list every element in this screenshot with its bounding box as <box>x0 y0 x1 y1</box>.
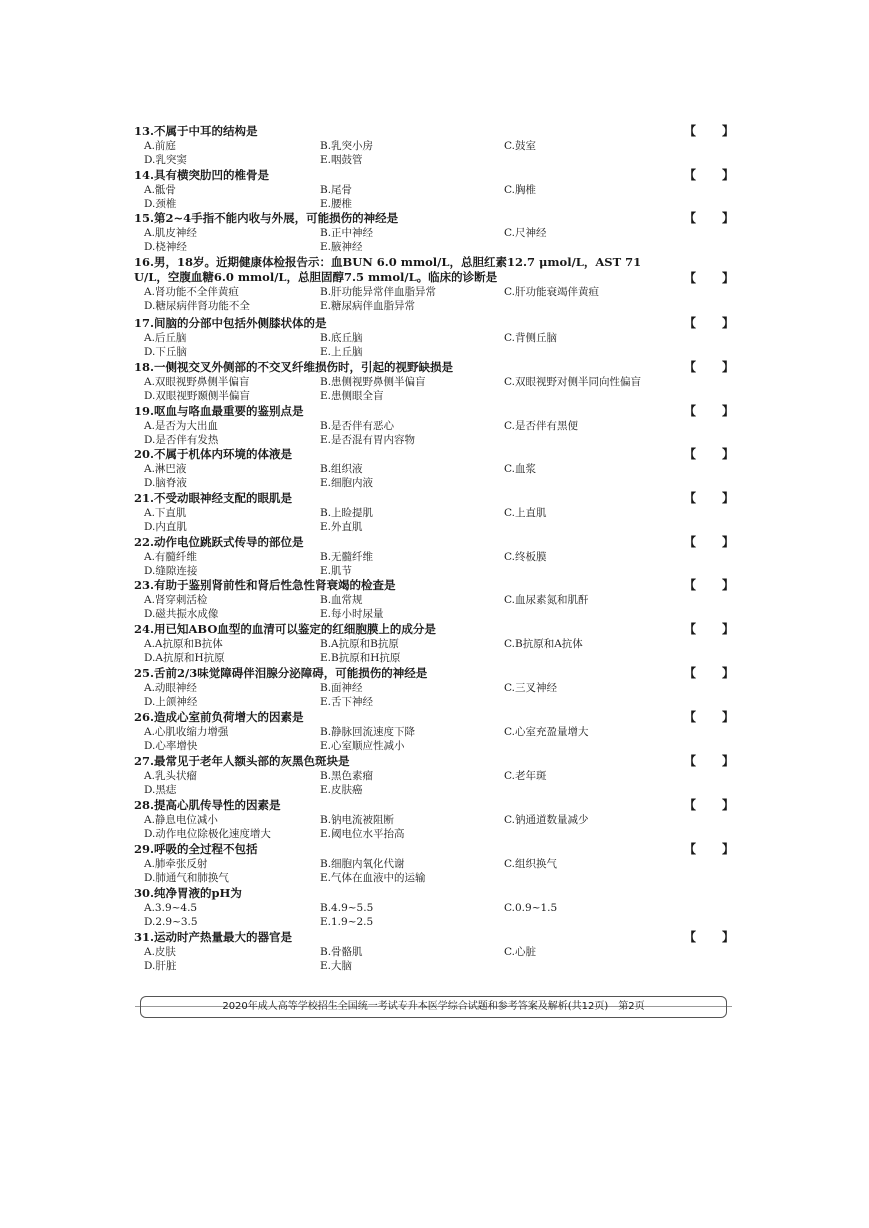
bracket-close: 】 <box>721 666 734 680</box>
option-E: E.大脑 <box>320 960 353 972</box>
question-22 <box>134 535 734 578</box>
option-E: E.患侧眼全盲 <box>320 390 384 402</box>
option-row <box>134 433 734 447</box>
question-stem: 15.第2~4手指不能内收与外展，可能损伤的神经是 <box>134 211 399 225</box>
option-E: E.心室顺应性减小 <box>320 740 405 752</box>
question-stem: 21.不受动眼神经支配的眼肌是 <box>134 491 293 505</box>
bracket-close: 】 <box>721 798 734 812</box>
answer-bracket <box>684 316 734 331</box>
option-D: D.上颌神经 <box>144 696 198 708</box>
bracket-open: 【 <box>684 535 697 549</box>
question-stem-row <box>134 535 734 550</box>
option-C: C.终板膜 <box>504 551 547 563</box>
option-B: B.是否伴有恶心 <box>320 420 395 432</box>
answer-bracket <box>684 491 734 506</box>
question-29 <box>134 842 734 885</box>
option-C: C.血浆 <box>504 463 536 475</box>
option-row <box>134 299 734 313</box>
option-row <box>134 769 734 783</box>
bracket-open: 【 <box>684 124 697 138</box>
option-D: D.磁共振水成像 <box>144 608 219 620</box>
option-row <box>134 197 734 211</box>
question-stem: 13.不属于中耳的结构是 <box>134 124 258 138</box>
bracket-close: 】 <box>721 168 734 182</box>
option-C: C.心室充盈量增大 <box>504 726 589 738</box>
answer-bracket <box>684 168 734 183</box>
answer-bracket <box>684 124 734 139</box>
option-row <box>134 345 734 359</box>
question-23 <box>134 578 734 621</box>
option-D: D.内直肌 <box>144 521 187 533</box>
option-D: D.动作电位除极化速度增大 <box>144 828 271 840</box>
option-row <box>134 564 734 578</box>
option-E: E.腰椎 <box>320 198 353 210</box>
option-D: D.乳突窦 <box>144 154 187 166</box>
option-B: B.骨骼肌 <box>320 946 363 958</box>
question-stem: 22.动作电位跳跃式传导的部位是 <box>134 535 304 549</box>
option-B: B.细胞内氧化代谢 <box>320 858 405 870</box>
bracket-close: 】 <box>721 710 734 724</box>
bracket-open: 【 <box>684 211 697 225</box>
option-B: B.钠电流被阻断 <box>320 814 395 826</box>
option-A: A.乳头状瘤 <box>144 770 197 782</box>
option-row <box>134 695 734 709</box>
option-D: D.黑痣 <box>144 784 177 796</box>
question-stem: 19.呕血与咯血最重要的鉴别点是 <box>134 404 304 418</box>
answer-bracket <box>684 842 734 857</box>
bracket-open: 【 <box>684 491 697 505</box>
option-A: A.肌皮神经 <box>144 227 197 239</box>
option-B: B.血常规 <box>320 594 363 606</box>
answer-bracket <box>684 404 734 419</box>
option-row <box>134 476 734 490</box>
option-row <box>134 226 734 240</box>
option-B: B.尾骨 <box>320 184 353 196</box>
question-18 <box>134 360 734 403</box>
option-row <box>134 375 734 389</box>
option-B: B.底丘脑 <box>320 332 363 344</box>
option-row <box>134 419 734 433</box>
option-D: D.缝隙连接 <box>144 565 198 577</box>
option-row <box>134 183 734 197</box>
question-stem: 17.间脑的分部中包括外侧膝状体的是 <box>134 316 327 330</box>
question-stem-row <box>134 798 734 813</box>
option-A: A.下直肌 <box>144 507 187 519</box>
question-stem-row <box>134 211 734 226</box>
question-stem: 31.运动时产热量最大的器官是 <box>134 930 293 944</box>
option-row <box>134 607 734 621</box>
option-E: E.B抗原和H抗原 <box>320 652 401 664</box>
option-C: C.0.9~1.5 <box>504 902 558 914</box>
answer-bracket <box>684 211 734 226</box>
bracket-close: 】 <box>721 578 734 592</box>
option-C: C.钠通道数量减少 <box>504 814 589 826</box>
option-row <box>134 593 734 607</box>
question-25 <box>134 666 734 709</box>
option-A: A.A抗原和B抗体 <box>144 638 223 650</box>
question-stem-row <box>134 316 734 331</box>
option-row <box>134 520 734 534</box>
option-A: A.心肌收缩力增强 <box>144 726 229 738</box>
question-stem-row <box>134 578 734 593</box>
option-row <box>134 285 734 299</box>
option-D: D.颈椎 <box>144 198 177 210</box>
question-stem-row <box>134 666 734 681</box>
question-19 <box>134 404 734 447</box>
bracket-open: 【 <box>684 754 697 768</box>
option-row <box>134 506 734 520</box>
answer-bracket <box>684 578 734 593</box>
bracket-close: 】 <box>721 842 734 856</box>
option-E: E.外直肌 <box>320 521 363 533</box>
option-row <box>134 827 734 841</box>
option-E: E.1.9~2.5 <box>320 916 374 928</box>
bracket-open: 【 <box>684 842 697 856</box>
option-row <box>134 153 734 167</box>
option-row <box>134 813 734 827</box>
question-17 <box>134 316 734 359</box>
option-B: B.静脉回流速度下降 <box>320 726 416 738</box>
question-stem-row <box>134 622 734 637</box>
bracket-open: 【 <box>684 798 697 812</box>
question-stem-row <box>134 842 734 857</box>
option-E: E.肌节 <box>320 565 353 577</box>
bracket-close: 】 <box>721 930 734 944</box>
question-stem: 30.纯净胃液的pH为 <box>134 886 242 900</box>
option-A: A.肺牵张反射 <box>144 858 208 870</box>
option-A: A.淋巴液 <box>144 463 187 475</box>
option-B: B.A抗原和B抗原 <box>320 638 399 650</box>
page-footer: 2020年成人高等学校招生全国统一考试专升本医学综合试题和参考答案及解析(共12页) 第2页 <box>140 996 727 1018</box>
option-C: C.胸椎 <box>504 184 536 196</box>
question-stem: 20.不属于机体内环境的体液是 <box>134 447 293 461</box>
option-E: E.细胞内液 <box>320 477 374 489</box>
option-row <box>134 651 734 665</box>
bracket-open: 【 <box>684 578 697 592</box>
answer-bracket <box>684 622 734 637</box>
option-A: A.双眼视野鼻侧半偏盲 <box>144 376 250 388</box>
question-27 <box>134 754 734 797</box>
bracket-open: 【 <box>684 666 697 680</box>
question-stem: 26.造成心室前负荷增大的因素是 <box>134 710 304 724</box>
bracket-open: 【 <box>684 168 697 182</box>
option-row <box>134 550 734 564</box>
question-stem-row <box>134 754 734 769</box>
question-stem-row <box>134 124 734 139</box>
answer-bracket <box>684 360 734 375</box>
option-B: B.正中神经 <box>320 227 374 239</box>
option-row <box>134 389 734 403</box>
question-15 <box>134 211 734 254</box>
option-C: C.B抗原和A抗体 <box>504 638 583 650</box>
option-row <box>134 725 734 739</box>
answer-bracket <box>684 271 734 286</box>
option-E: E.气体在血液中的运输 <box>320 872 426 884</box>
option-B: B.肝功能异常伴血脂异常 <box>320 286 437 298</box>
option-row <box>134 871 734 885</box>
option-D: D.肺通气和肺换气 <box>144 872 229 884</box>
question-13 <box>134 124 734 167</box>
option-C: C.肝功能衰竭伴黄疸 <box>504 286 599 298</box>
question-stem-row <box>134 710 734 725</box>
option-A: A.骶骨 <box>144 184 176 196</box>
bracket-open: 【 <box>684 360 697 374</box>
bracket-open: 【 <box>684 930 697 944</box>
option-B: B.4.9~5.5 <box>320 902 374 914</box>
option-A: A.3.9~4.5 <box>144 902 198 914</box>
option-D: D.肝脏 <box>144 960 177 972</box>
question-stem: 23.有助于鉴别肾前性和肾后性急性肾衰竭的检查是 <box>134 578 396 592</box>
question-stem-row <box>134 930 734 945</box>
option-row <box>134 783 734 797</box>
answer-bracket <box>684 930 734 945</box>
question-16 <box>134 255 734 313</box>
option-row <box>134 945 734 959</box>
bracket-open: 【 <box>684 316 697 330</box>
bracket-close: 】 <box>721 360 734 374</box>
option-D: D.心率增快 <box>144 740 198 752</box>
question-30 <box>134 886 734 929</box>
answer-bracket <box>684 710 734 725</box>
answer-bracket <box>684 666 734 681</box>
question-stem: 16.男，18岁。近期健康体检报告示：血BUN 6.0 mmol/L，总胆红素12.7 μmol/L，AST 71 U/L，空腹血糖6.0 mmol/L，总胆固醇7.5 mmol/L。临床的诊断是 <box>134 255 642 284</box>
option-A: A.皮肤 <box>144 946 176 958</box>
bracket-close: 】 <box>721 404 734 418</box>
option-C: C.心脏 <box>504 946 536 958</box>
option-row <box>134 901 734 915</box>
bracket-open: 【 <box>684 710 697 724</box>
option-D: D.桡神经 <box>144 241 187 253</box>
answer-bracket <box>684 754 734 769</box>
question-stem: 28.提高心肌传导性的因素是 <box>134 798 281 812</box>
option-C: C.是否伴有黑便 <box>504 420 578 432</box>
option-E: E.舌下神经 <box>320 696 374 708</box>
option-E: E.皮肤癌 <box>320 784 363 796</box>
bracket-close: 】 <box>721 622 734 636</box>
option-E: E.腋神经 <box>320 241 363 253</box>
option-row <box>134 139 734 153</box>
question-26 <box>134 710 734 753</box>
question-stem-row <box>134 404 734 419</box>
bracket-close: 】 <box>721 491 734 505</box>
option-B: B.面神经 <box>320 682 363 694</box>
option-D: D.糖尿病伴肾功能不全 <box>144 300 250 312</box>
option-C: C.血尿素氮和肌酐 <box>504 594 589 606</box>
option-B: B.上睑提肌 <box>320 507 374 519</box>
option-C: C.上直肌 <box>504 507 547 519</box>
option-A: A.肾功能不全伴黄疸 <box>144 286 239 298</box>
question-stem: 14.具有横突肋凹的椎骨是 <box>134 168 270 182</box>
option-C: C.老年斑 <box>504 770 547 782</box>
option-E: E.是否混有胃内容物 <box>320 434 416 446</box>
option-row <box>134 739 734 753</box>
question-stem-row <box>134 360 734 375</box>
bracket-close: 】 <box>721 535 734 549</box>
option-C: C.组织换气 <box>504 858 557 870</box>
option-B: B.组织液 <box>320 463 363 475</box>
option-D: D.是否伴有发热 <box>144 434 219 446</box>
option-B: B.乳突小房 <box>320 140 374 152</box>
option-B: B.无髓纤维 <box>320 551 374 563</box>
option-row <box>134 462 734 476</box>
option-B: B.患侧视野鼻侧半偏盲 <box>320 376 426 388</box>
bracket-open: 【 <box>684 447 697 461</box>
option-A: A.静息电位减小 <box>144 814 218 826</box>
option-E: E.每小时尿量 <box>320 608 384 620</box>
bracket-open: 【 <box>684 622 697 636</box>
option-E: E.糖尿病伴血脂异常 <box>320 300 416 312</box>
answer-bracket <box>684 447 734 462</box>
bracket-close: 】 <box>721 211 734 225</box>
option-D: D.双眼视野颞侧半偏盲 <box>144 390 250 402</box>
bracket-close: 】 <box>721 271 734 285</box>
option-row <box>134 857 734 871</box>
bracket-close: 】 <box>721 447 734 461</box>
option-C: C.尺神经 <box>504 227 547 239</box>
option-A: A.有髓纤维 <box>144 551 197 563</box>
option-C: C.双眼视野对侧半同向性偏盲 <box>504 376 641 388</box>
option-D: D.2.9~3.5 <box>144 916 198 928</box>
option-row <box>134 637 734 651</box>
option-A: A.后丘脑 <box>144 332 187 344</box>
bracket-close: 】 <box>721 754 734 768</box>
question-stem: 18.一侧视交叉外侧部的不交叉纤维损伤时，引起的视野缺损是 <box>134 360 454 374</box>
question-20 <box>134 447 734 490</box>
bracket-open: 【 <box>684 271 697 285</box>
bracket-close: 】 <box>721 124 734 138</box>
option-A: A.肾穿刺活检 <box>144 594 208 606</box>
option-C: C.三叉神经 <box>504 682 557 694</box>
option-D: D.下丘脑 <box>144 346 187 358</box>
question-31 <box>134 930 734 973</box>
option-D: D.脑脊液 <box>144 477 187 489</box>
option-row <box>134 915 734 929</box>
option-row <box>134 959 734 973</box>
question-21 <box>134 491 734 534</box>
option-A: A.是否为大出血 <box>144 420 218 432</box>
option-E: E.阈电位水平抬高 <box>320 828 405 840</box>
question-stem-row <box>134 255 734 285</box>
option-C: C.背侧丘脑 <box>504 332 557 344</box>
option-E: E.上丘脑 <box>320 346 363 358</box>
option-row <box>134 331 734 345</box>
question-stem-row <box>134 886 734 901</box>
option-B: B.黑色素瘤 <box>320 770 374 782</box>
option-A: A.前庭 <box>144 140 176 152</box>
answer-bracket <box>684 798 734 813</box>
bracket-open: 【 <box>684 404 697 418</box>
option-A: A.动眼神经 <box>144 682 197 694</box>
question-stem-row <box>134 447 734 462</box>
question-stem: 24.用已知ABO血型的血清可以鉴定的红细胞膜上的成分是 <box>134 622 436 636</box>
option-row <box>134 681 734 695</box>
option-E: E.咽鼓管 <box>320 154 363 166</box>
question-14 <box>134 168 734 211</box>
question-stem: 27.最常见于老年人额头部的灰黑色斑块是 <box>134 754 350 768</box>
option-C: C.鼓室 <box>504 140 536 152</box>
question-stem-row <box>134 491 734 506</box>
question-28 <box>134 798 734 841</box>
question-stem: 29.呼吸的全过程不包括 <box>134 842 258 856</box>
option-row <box>134 240 734 254</box>
question-stem-row <box>134 168 734 183</box>
bracket-close: 】 <box>721 316 734 330</box>
question-stem: 25.舌前2/3味觉障碍伴泪腺分泌障碍，可能损伤的神经是 <box>134 666 428 680</box>
question-24 <box>134 622 734 665</box>
option-D: D.A抗原和H抗原 <box>144 652 225 664</box>
answer-bracket <box>684 535 734 550</box>
